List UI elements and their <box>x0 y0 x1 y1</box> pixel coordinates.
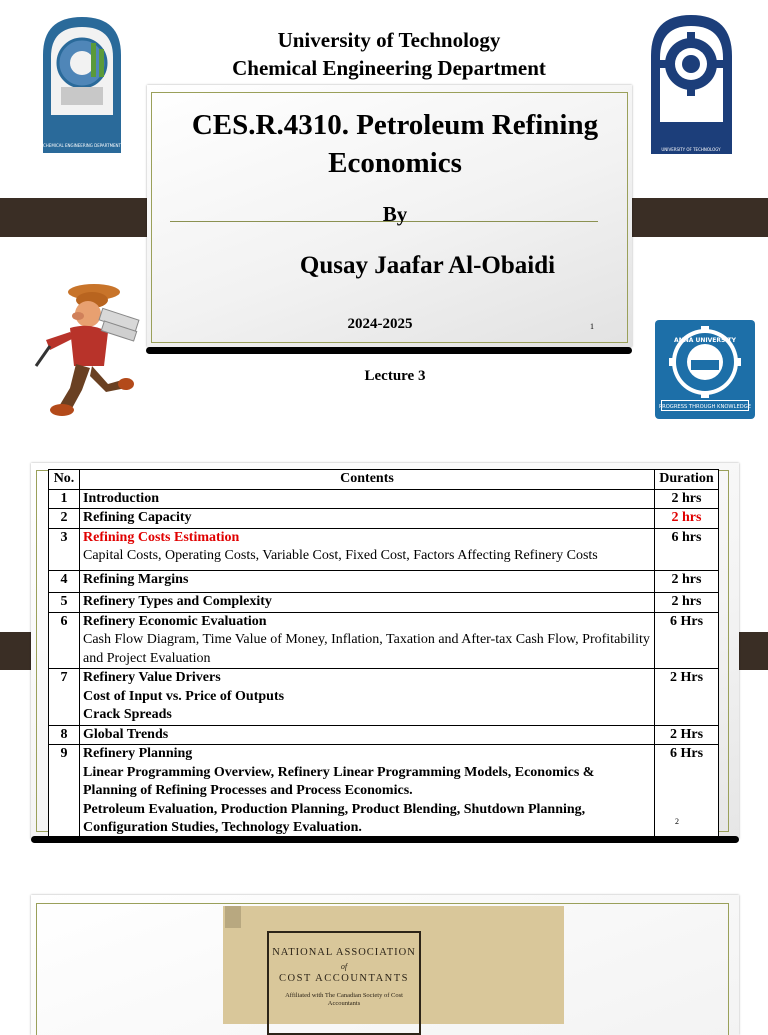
scan-line-3: COST ACCOUNTANTS <box>278 973 410 984</box>
row-duration-cell <box>655 745 719 839</box>
row-detail: Crack Spreads <box>83 707 172 722</box>
author-name: Qusay Jaafar Al-Obaidi <box>299 252 556 279</box>
row-number: 9 <box>49 745 80 839</box>
chemical-engineering-logo <box>41 15 123 155</box>
right-logo-caption: UNIVERSITY OF TECHNOLOGY <box>661 147 721 152</box>
scan-title-box <box>267 931 421 1035</box>
anna-university-logo <box>655 320 755 419</box>
university-name: University of Technology <box>277 28 501 52</box>
slide1-page-number: 1 <box>590 322 594 331</box>
row-detail: Cash Flow Diagram, Time Value of Money, Inflation, Taxation and After-tax Cash Flow, Profitability and Project Evaluation <box>83 632 650 666</box>
row-number: 8 <box>49 725 80 745</box>
table-row <box>49 745 719 839</box>
table-row <box>49 489 719 509</box>
by-label: By <box>382 202 408 226</box>
table-header-row <box>49 470 719 490</box>
row-title: Refining Costs Estimation <box>83 529 240 545</box>
row-duration: 2 hrs <box>655 489 719 509</box>
row-number: 1 <box>49 489 80 509</box>
scan-line-1: NATIONAL ASSOCIATION <box>272 947 416 958</box>
header-contents: Contents <box>80 470 655 490</box>
header-duration: Duration <box>655 470 719 490</box>
slide2-shadow <box>31 836 739 843</box>
row-duration: 2 hrs <box>655 570 719 593</box>
academic-year: 2024-2025 <box>347 316 413 332</box>
scan-tab <box>225 906 241 928</box>
row-title: Refinery Economic Evaluation <box>83 613 267 629</box>
cartoon-engineer-image <box>30 280 145 420</box>
table-row <box>49 725 719 745</box>
row-detail: Cost of Input vs. Price of Outputs <box>83 688 285 704</box>
scan-line-2: of <box>340 962 348 971</box>
left-logo-caption: CHEMICAL ENGINEERING DEPARTMENT <box>42 143 122 148</box>
slide1-shadow <box>146 347 632 354</box>
row-title: Global Trends <box>83 726 169 742</box>
lecture-number: Lecture 3 <box>364 368 426 384</box>
row-title: Refinery Planning <box>83 746 193 761</box>
row-number: 3 <box>49 528 80 570</box>
row-duration: 2 Hrs <box>655 669 719 726</box>
table-row <box>49 612 719 669</box>
right-decor-band <box>612 198 768 237</box>
row-duration: 2 hrs <box>655 593 719 613</box>
row-detail: Linear Programming Overview, Refinery Linear Programming Models, Economics & Planning of Refining Processes and Process Economics. <box>83 764 595 798</box>
row-number: 2 <box>49 509 80 529</box>
table-row <box>49 509 719 529</box>
row-detail: Capital Costs, Operating Costs, Variable Cost, Fixed Cost, Factors Affecting Refinery Costs <box>83 548 598 563</box>
row-duration: 2 Hrs <box>655 725 719 745</box>
row-duration: 6 Hrs <box>655 612 719 669</box>
row-number: 4 <box>49 570 80 593</box>
course-title: CES.R.4310. Petroleum Refining Economics <box>191 109 599 179</box>
row-detail: Petroleum Evaluation, Production Planning, Product Blending, Shutdown Planning, Configuration Studies, Technology Evaluation. <box>83 801 586 835</box>
scan-line-4: Affiliated with The Canadian Society of Cost Accountants <box>285 992 403 1007</box>
anna-logo-motto: PROGRESS THROUGH KNOWLEDGE <box>658 404 752 410</box>
slide2-page-number: 2 <box>675 817 679 826</box>
university-logo <box>648 12 735 156</box>
row-duration: 2 hrs <box>655 509 719 529</box>
row-title: Refining Capacity <box>83 510 192 525</box>
row-title: Introduction <box>83 490 159 506</box>
table-row <box>49 528 719 570</box>
table-row <box>49 593 719 613</box>
table-row <box>49 570 719 593</box>
table-row <box>49 669 719 726</box>
scanned-document-image <box>223 906 564 1024</box>
row-duration: 6 hrs <box>655 528 719 570</box>
left-decor-band <box>0 198 155 237</box>
department-name: Chemical Engineering Department <box>232 56 546 80</box>
row-title: Refinery Types and Complexity <box>83 594 272 609</box>
contents-table <box>48 469 719 839</box>
row-number: 6 <box>49 612 80 669</box>
header-no: No. <box>49 470 80 490</box>
row-title: Refinery Value Drivers <box>83 670 221 685</box>
row-number: 7 <box>49 669 80 726</box>
anna-logo-name: ANNA UNIVERSITY <box>674 337 736 344</box>
row-number: 5 <box>49 593 80 613</box>
row-duration: 6 Hrs <box>669 746 704 761</box>
row-title: Refining Margins <box>83 571 189 587</box>
